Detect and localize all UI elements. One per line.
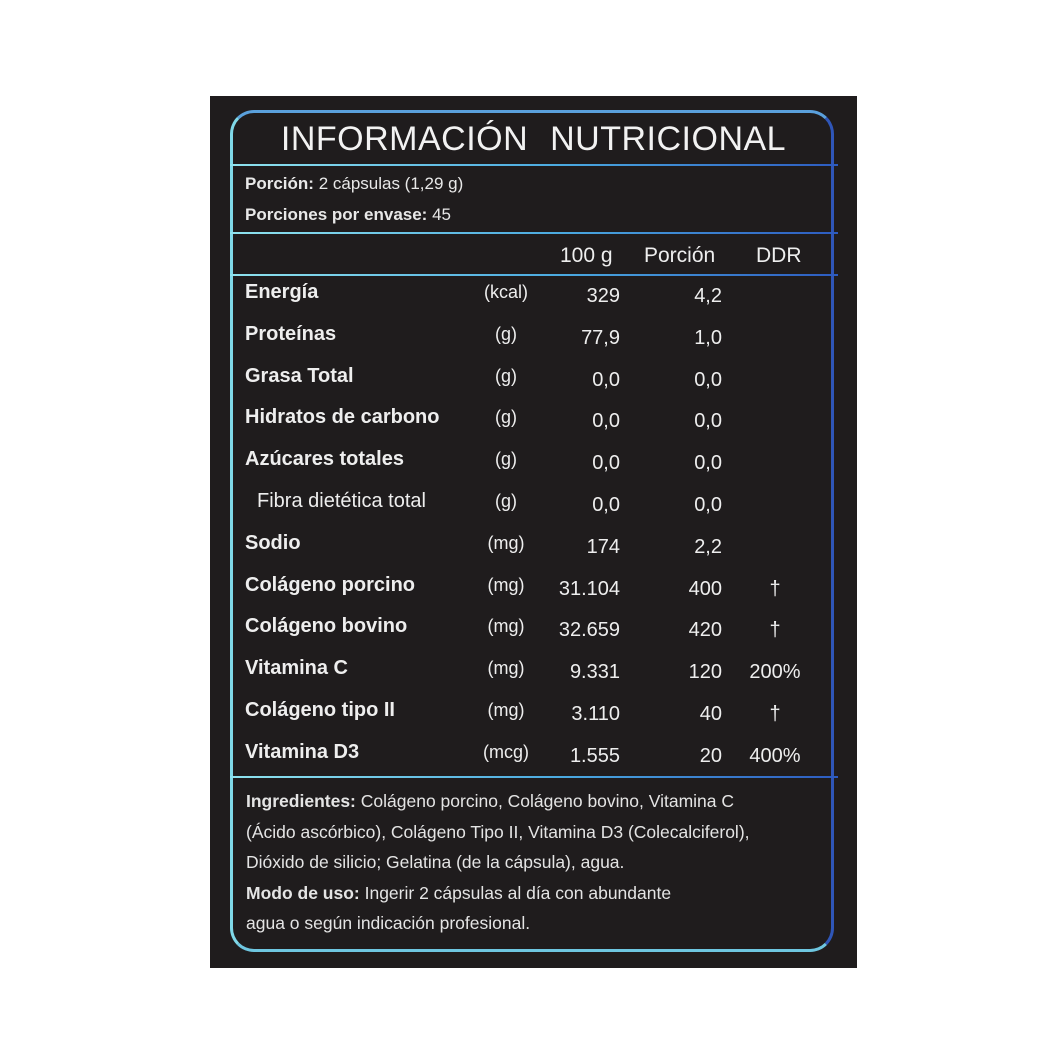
serving-size-value: 2 cápsulas (1,29 g) <box>318 174 464 193</box>
nutrient-unit: (kcal) <box>484 282 528 302</box>
nutrient-value-portion: 4,2 <box>694 285 722 307</box>
ingredients-label: Ingredientes: <box>246 791 356 811</box>
nutrient-row <box>210 532 857 572</box>
nutrient-row <box>210 406 857 446</box>
usage-line-2: agua o según indicación profesional. <box>246 913 531 933</box>
nutrient-name: Proteínas <box>245 322 337 345</box>
ingredients-line-3: Dióxido de silicio; Gelatina (de la cápsula), agua. <box>246 852 625 872</box>
nutrient-value-100g: 31.104 <box>558 577 620 600</box>
nutrient-row <box>210 365 857 405</box>
nutrient-value-portion: 420 <box>688 619 722 642</box>
nutrient-unit: (mg) <box>487 700 525 720</box>
nutrient-name: Grasa Total <box>245 364 354 387</box>
label-title: INFORMACIÓN NUTRICIONAL <box>280 120 787 158</box>
divider-serving <box>230 232 838 234</box>
nutrient-name: Sodio <box>245 531 301 554</box>
nutrient-row <box>210 615 857 655</box>
nutrient-value-100g: 329 <box>586 285 620 307</box>
nutrient-row <box>210 281 857 321</box>
nutrient-value-100g: 174 <box>586 535 620 558</box>
usage-label: Modo de uso: <box>246 882 360 903</box>
nutrient-row <box>210 741 857 781</box>
nutrient-name: Azúcares totales <box>245 448 404 471</box>
nutrient-value-portion: 400 <box>688 577 722 600</box>
nutrient-name: Colágeno porcino <box>245 573 415 596</box>
nutrient-unit: (g) <box>495 491 517 511</box>
nutrient-value-portion: 0,0 <box>694 368 722 391</box>
nutrient-unit: (mg) <box>487 532 525 553</box>
nutrient-value-ddr: 200% <box>749 661 801 684</box>
column-header-portion: Porción <box>644 244 716 267</box>
nutrient-value-100g: 77,9 <box>581 326 620 349</box>
nutrient-name: Vitamina C <box>245 657 348 680</box>
serving-size <box>245 174 463 194</box>
nutrient-unit: (mg) <box>487 574 525 595</box>
divider-header <box>230 274 838 276</box>
serving-size-label: Porción: <box>245 174 314 193</box>
nutrient-row <box>210 657 857 697</box>
nutrient-value-ddr: † <box>769 703 781 725</box>
nutrient-value-portion: 120 <box>688 661 722 684</box>
nutrient-value-100g: 3.110 <box>571 703 620 725</box>
nutrient-value-100g: 0,0 <box>592 410 620 433</box>
nutrient-value-portion: 40 <box>699 703 722 725</box>
servings-per-container <box>245 205 451 225</box>
nutrient-name: Fibra dietética total <box>257 490 426 512</box>
nutrient-value-ddr: † <box>769 619 781 642</box>
nutrient-row <box>210 574 857 614</box>
nutrient-value-portion: 20 <box>699 744 722 767</box>
divider-ingredients <box>230 776 838 778</box>
nutrient-value-ddr: † <box>769 577 781 600</box>
nutrient-unit: (g) <box>495 407 517 428</box>
nutrient-unit: (mg) <box>487 616 525 637</box>
nutrient-row <box>210 490 857 530</box>
divider-title <box>230 164 838 166</box>
nutrient-value-portion: 0,0 <box>694 452 722 475</box>
nutrient-unit: (g) <box>495 323 517 344</box>
nutrient-value-ddr: 400% <box>749 744 801 767</box>
nutrient-row <box>210 323 857 363</box>
nutrient-name: Colágeno tipo II <box>245 699 395 721</box>
nutrient-value-100g: 1.555 <box>569 744 620 767</box>
nutrient-unit: (mcg) <box>483 741 529 762</box>
nutrient-value-100g: 0,0 <box>592 494 620 516</box>
nutrient-unit: (g) <box>495 365 517 386</box>
nutrient-value-portion: 2,2 <box>694 535 722 558</box>
nutrient-value-portion: 1,0 <box>694 326 722 349</box>
servings-per-container-value: 45 <box>432 205 451 224</box>
nutrient-value-100g: 0,0 <box>592 452 620 475</box>
nutrient-value-100g: 32.659 <box>558 619 620 642</box>
nutrient-value-100g: 9.331 <box>569 661 620 684</box>
nutrient-value-portion: 0,0 <box>694 494 722 516</box>
nutrient-unit: (g) <box>495 449 517 470</box>
nutrient-name: Hidratos de carbono <box>245 406 440 429</box>
nutrient-row <box>210 448 857 488</box>
servings-per-container-label: Porciones por envase: <box>245 205 428 224</box>
nutrient-unit: (mg) <box>487 658 525 679</box>
ingredients-block <box>246 786 846 939</box>
nutrient-value-portion: 0,0 <box>694 410 722 433</box>
nutrient-row <box>210 699 857 739</box>
column-header-ddr: DDR <box>756 244 802 267</box>
nutrient-name: Vitamina D3 <box>245 740 360 763</box>
nutrition-label <box>210 96 857 968</box>
column-header-100g: 100 g <box>560 244 613 267</box>
nutrient-name: Energía <box>245 281 319 303</box>
ingredients-line-1: Colágeno porcino, Colágeno bovino, Vitamina C <box>360 791 735 811</box>
usage-line-1: Ingerir 2 cápsulas al día con abundante <box>364 882 672 903</box>
ingredients-line-2: (Ácido ascórbico), Colágeno Tipo II, Vitamina D3 (Colecalciferol), <box>246 821 750 842</box>
nutrient-name: Colágeno bovino <box>245 615 408 638</box>
nutrient-value-100g: 0,0 <box>592 368 620 391</box>
